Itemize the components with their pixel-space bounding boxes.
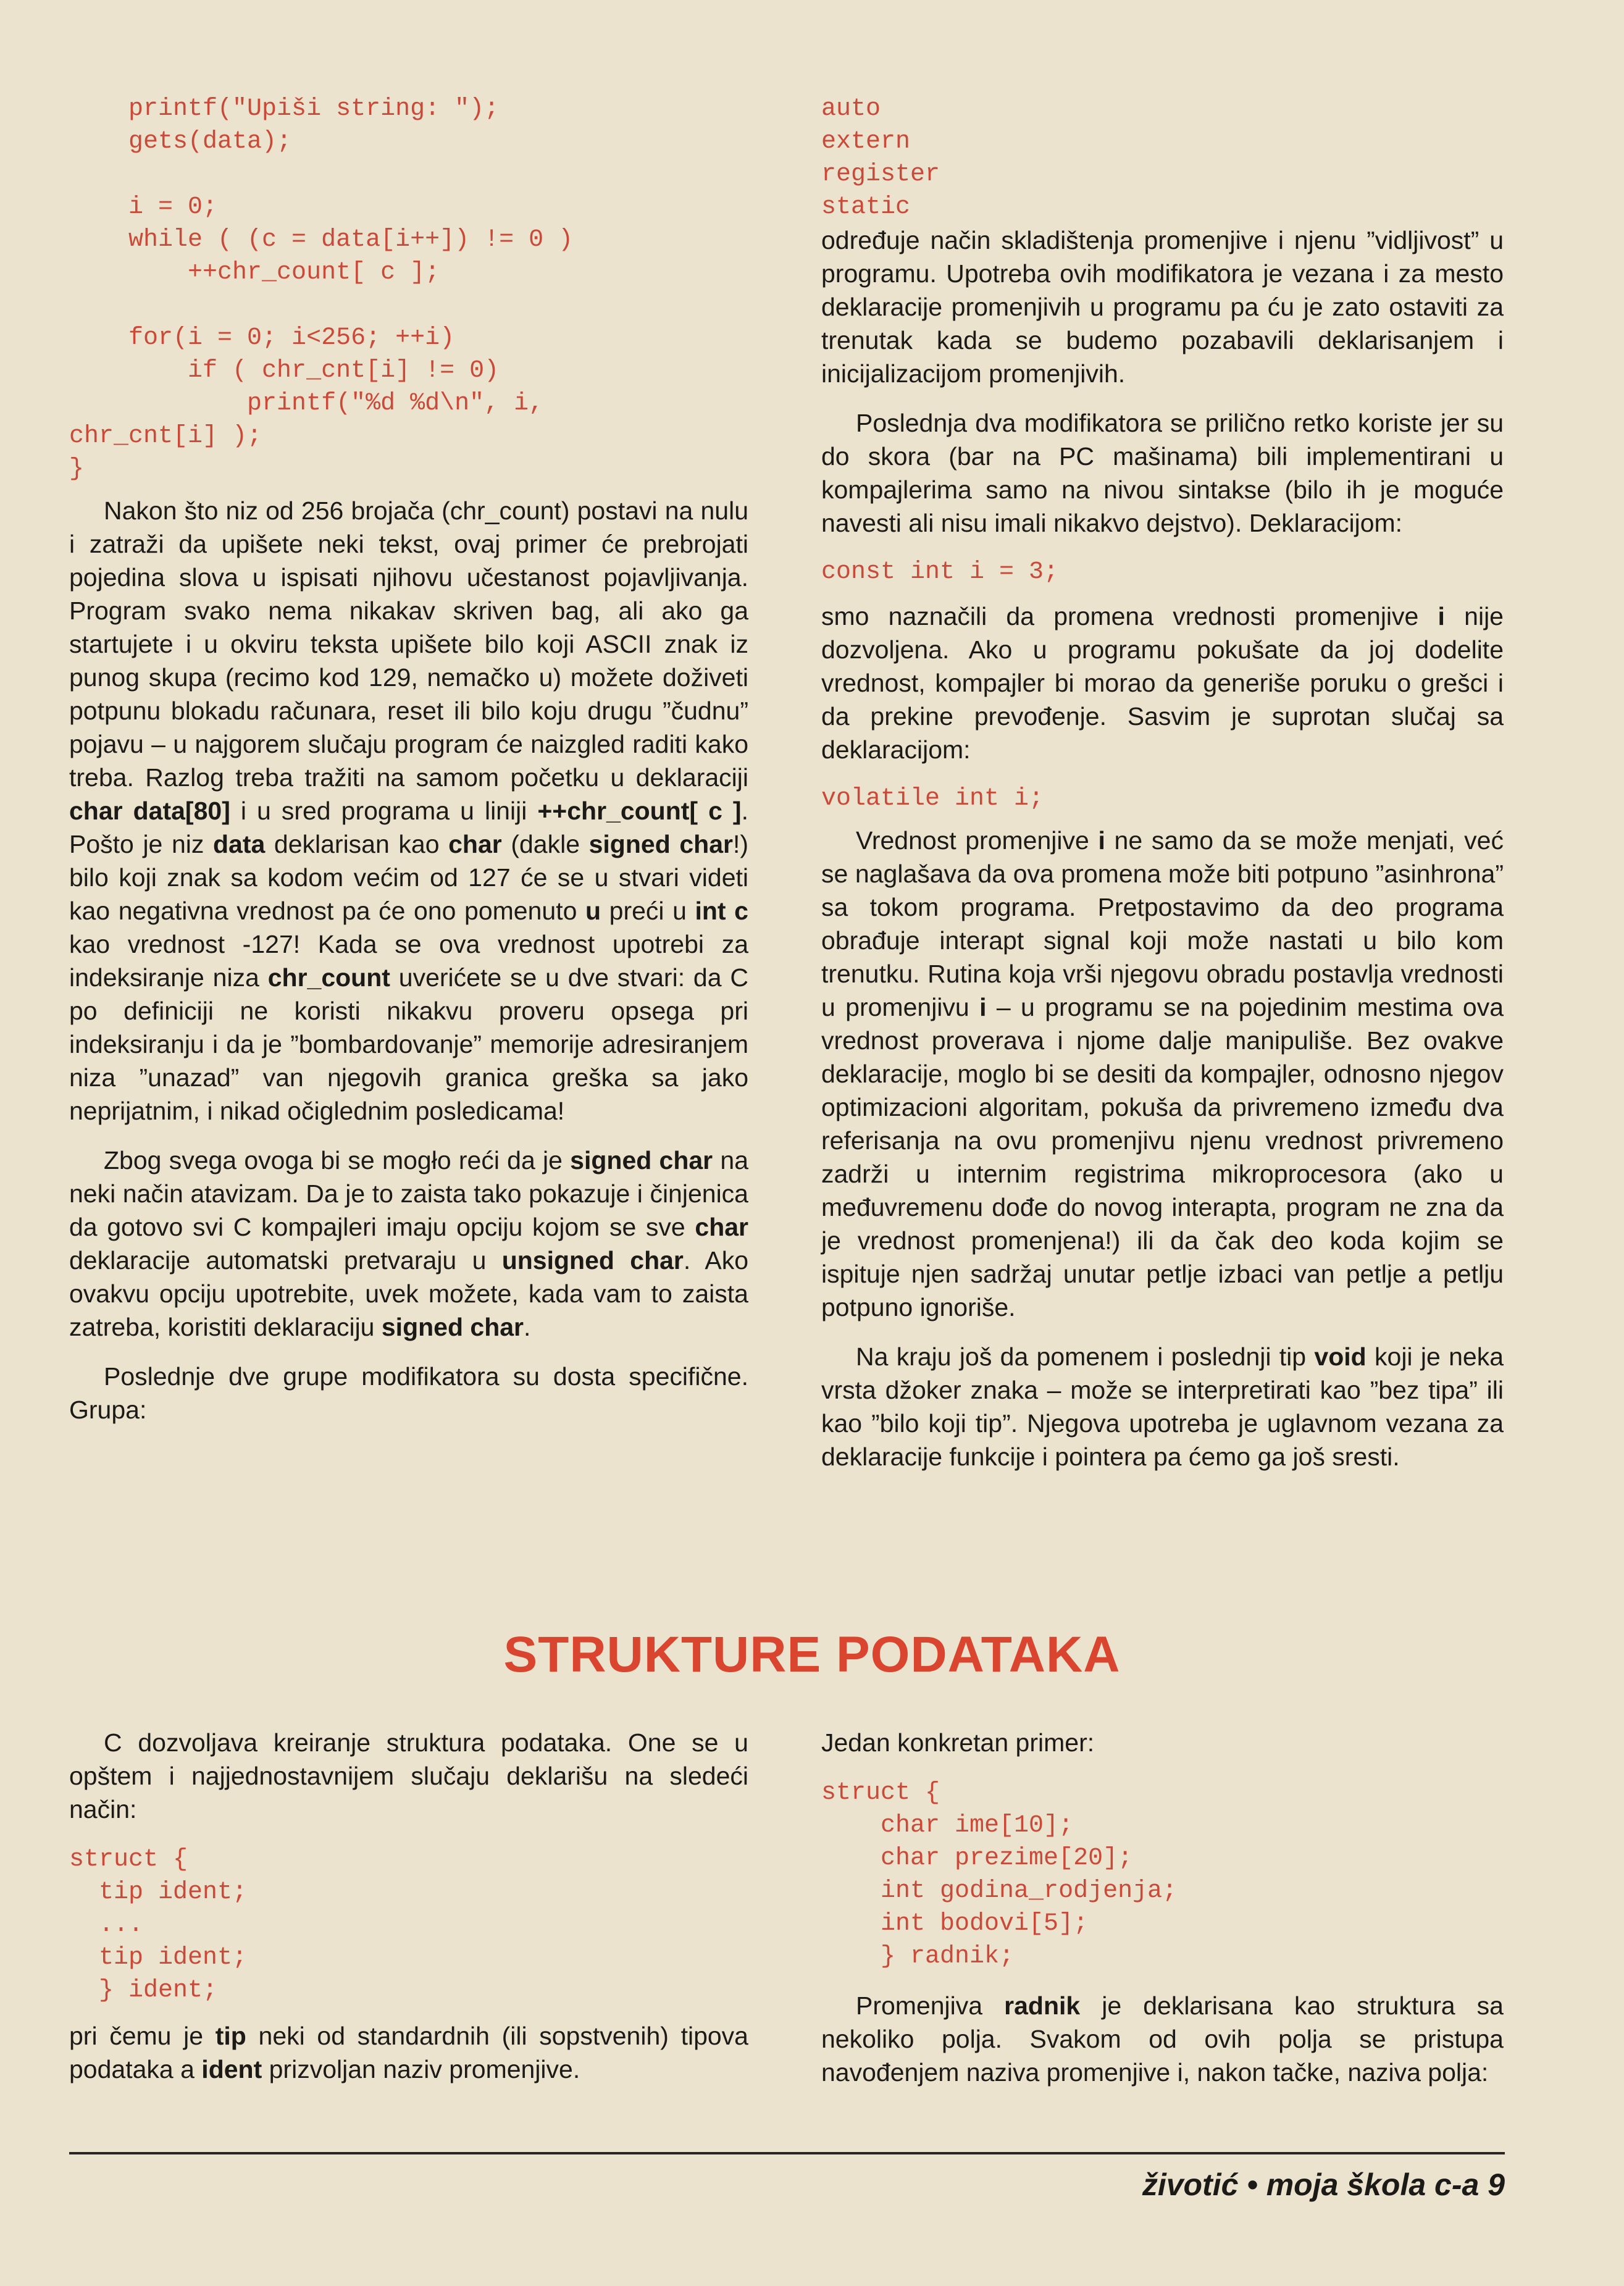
- text: ne samo da se može menjati, već se naglašava da ova promena može biti potpuno ”asinhrona” sa tokom programa. Pretpostavimo da deo programa obrađuje interapt signal koji može nastati u bilo kom trenutku. Rutina koja vrši njegovu obradu postavlja vrednosti u promenjivu: [821, 826, 1504, 1021]
- bold-term: char: [448, 830, 502, 858]
- bold-term: i: [1098, 826, 1105, 855]
- right-column-bottom: [821, 1726, 1504, 2089]
- text: Promenjiva: [856, 1991, 1005, 2020]
- bold-term: signed char: [588, 830, 733, 858]
- text: Zbog svega ovoga bi se mogło reći da je: [104, 1146, 571, 1174]
- paragraph-modifier-groups: Poslednje dve grupe modifikatora su dosta specifične. Grupa:: [69, 1362, 748, 1424]
- paragraph-struct-intro: C dozvoljava kreiranje struktura podataka. One se u opštem i najjednostavnijem slučaju deklarišu na sledeći način:: [69, 1728, 748, 1823]
- text: neki od standardnih (ili sopstvenih) tipova podataka a: [69, 2022, 748, 2083]
- bold-term: char: [695, 1213, 748, 1241]
- bold-term: i: [1438, 602, 1445, 630]
- text: nije dozvoljena. Ako u programu pokušate da joj dodelite vrednost, kompajler bi morao da generiše poruku o grešci i da prekine prevođenje. Sasvim je suprotan slučaj sa deklaracijom:: [821, 602, 1504, 764]
- text: . Ako ovakvu opciju upotrebite, uvek možete, kada vam to zaista zatreba, koristiti deklaraciju: [69, 1246, 749, 1341]
- text: prizvoljan naziv promenjive.: [262, 2055, 580, 2083]
- text: koji je neka vrsta džoker znaka – može se interpretirati kao ”bez tipa” ili kao ”bilo koji tip”. Njegova upotreba je uglavnom vezana za deklaracije funkcije i pointera pa ćemo ga još sresti.: [821, 1342, 1504, 1471]
- paragraph-const-explanation: [821, 600, 1504, 766]
- left-column-top: [69, 93, 748, 1426]
- text: (dakle: [501, 830, 589, 858]
- paragraph-signed-char-bug: [69, 494, 748, 1128]
- code-const-declaration: const int i = 3;: [821, 558, 1059, 586]
- paragraph-struct-terms: [69, 2019, 748, 2086]
- text: Vrednost promenjive: [856, 826, 1099, 855]
- text: preći u: [601, 897, 695, 925]
- text: i u sred programa u liniji: [230, 797, 538, 825]
- bold-term: ident: [201, 2055, 262, 2083]
- bold-term: char data[80]: [69, 797, 230, 825]
- page-footer: životić • moja škola c-a 9: [1142, 2167, 1505, 2202]
- bold-term: int c: [695, 897, 748, 925]
- code-volatile-declaration: volatile int i;: [821, 785, 1044, 813]
- paragraph-void-type: [821, 1340, 1504, 1473]
- code-struct-radnik: struct { char ime[10]; char prezime[20]; int godina_rodjenja; int bodovi[5]; } radnik;: [821, 1779, 1178, 1970]
- bold-term: signed char: [570, 1146, 713, 1174]
- bold-term: tip: [215, 2022, 246, 2050]
- text: .: [524, 1313, 531, 1341]
- text: !) bilo koji znak sa kodom većim od 127 će se u stvari videti kao negativna vrednost pa će ono pomenuto: [69, 830, 748, 925]
- text: smo naznačili da promena vrednosti promenjive: [821, 602, 1438, 630]
- text: Na kraju još da pomenem i poslednji tip: [856, 1342, 1315, 1371]
- text: Nakon što niz od 256 brojača (chr_count) postavi na nulu i zatraži da upišete neki tekst, ovaj primer će prebrojati pojedina slova u ispisati njihovu učestanost pojavljivanja. Program svako nema nikakav skriven bag, ali ako ga startujete i u okviru teksta upišete bilo koji ASCII znak iz punog skupa (recimo kod 129, nemačko u) možete doživeti potpunu blokadu računara, reset ili bilo koju drugu ”čudnu” pojavu – u najgorem slučaju program će naizgled raditi kako treba. Razlog treba tražiti na samom početku u deklaraciji: [69, 496, 748, 792]
- text: kao vrednost -127! Kada se ova vrednost upotrebi za indeksiranje niza: [69, 930, 748, 992]
- paragraph-atavism: [69, 1144, 748, 1344]
- paragraph-example-intro: Jedan konkretan primer:: [821, 1728, 1095, 1757]
- bold-term: i: [979, 993, 987, 1021]
- paragraph-radnik-explanation: [821, 1989, 1504, 2089]
- text: deklarisan kao: [265, 830, 449, 858]
- paragraph-rare-modifiers: Poslednja dva modifikatora se prilično retko koriste jer su do skora (bar na PC mašinama) bili implementirani u kompajlerima samo na nivou sintakse (bilo ih je moguće navesti ali nisu imali nikakvo dejstvo). Deklaracijom:: [821, 409, 1504, 537]
- left-column-bottom: [69, 1726, 748, 2086]
- bold-term: signed char: [381, 1313, 524, 1341]
- code-listing-char-count: printf("Upiši string: "); gets(data); i = 0; while ( (c = data[i++]) != 0 ) ++chr_count[ c ]; for(i = 0; i<256; ++i) if ( chr_cnt[i] != 0) printf("%d %d\n", i, chr_cnt[i] ); }: [69, 95, 574, 483]
- bold-term: data: [212, 830, 266, 858]
- text: pri čemu je: [69, 2022, 216, 2050]
- bold-term: void: [1314, 1342, 1367, 1371]
- right-column-top: [821, 93, 1504, 1473]
- text: na neki način atavizam. Da je to zaista tako pokazuje i činjenica da gotovo svi C kompajleri imaju opciju kojom se sve: [69, 1146, 748, 1241]
- text: uverićete se u dve stvari: da C po definiciji ne koristi nikakvu proveru opsega pri indeksiranju i da je ”bombardovanje” memorije adresiranjem niza ”unazad” van njegovih granica greška sa jako neprijatnim, i nikad očiglednim posledicama!: [69, 963, 748, 1125]
- code-struct-general: struct { tip ident; ... tip ident; } ident;: [69, 1846, 248, 2004]
- footer-rule: [69, 2152, 1505, 2154]
- text: je deklarisana kao struktura sa nekoliko polja. Svakom od ovih polja se pristupa navođenjem naziva promenjive i, nakon tačke, naziva polja:: [821, 1991, 1504, 2087]
- bold-term: u: [585, 897, 601, 925]
- paragraph-storage-visibility: određuje način skladištenja promenjive i njenu ”vidljivost” u programu. Upotreba ovih modifikatora je vezana i za mesto deklaracije promenjivih u programu pa ću je zato ostaviti za trenutak kada se budemo pozabavili deklarisanjem i inicijalizacijom promenjivih.: [821, 226, 1504, 388]
- bold-term: chr_count: [267, 963, 390, 992]
- text: – u programu se na pojedinim mestima ova vrednost proverava i njome dalje manipuliše. Bez ovakve deklaracije, moglo bi se desiti da kompajler, odnosno njegov optimizacioni algoritam, pokuša da privremeno između dva referisanja na ovu promenjivu njenu vrednost privremeno zadrži u internim registrima mikroprocesora (ako u međuvremenu dođe do novog interapta, program ne zna da je vrednost promenjena!) ili da čak deo koda kojim se ispituje njen sadržaj unutar petlje izbaci van petlje a petlju potpuno ignoriše.: [821, 993, 1504, 1321]
- bold-term: ++chr_count[ c ]: [537, 797, 742, 825]
- bold-term: radnik: [1004, 1991, 1081, 2020]
- text: . Pošto je niz: [69, 797, 748, 858]
- paragraph-volatile-explanation: [821, 824, 1504, 1324]
- text: deklaracije automatski pretvaraju u: [69, 1246, 502, 1275]
- section-title: STRUKTURE PODATAKA: [503, 1627, 1121, 1683]
- code-storage-classes: auto extern register static: [821, 95, 940, 221]
- bold-term: unsigned char: [501, 1246, 684, 1275]
